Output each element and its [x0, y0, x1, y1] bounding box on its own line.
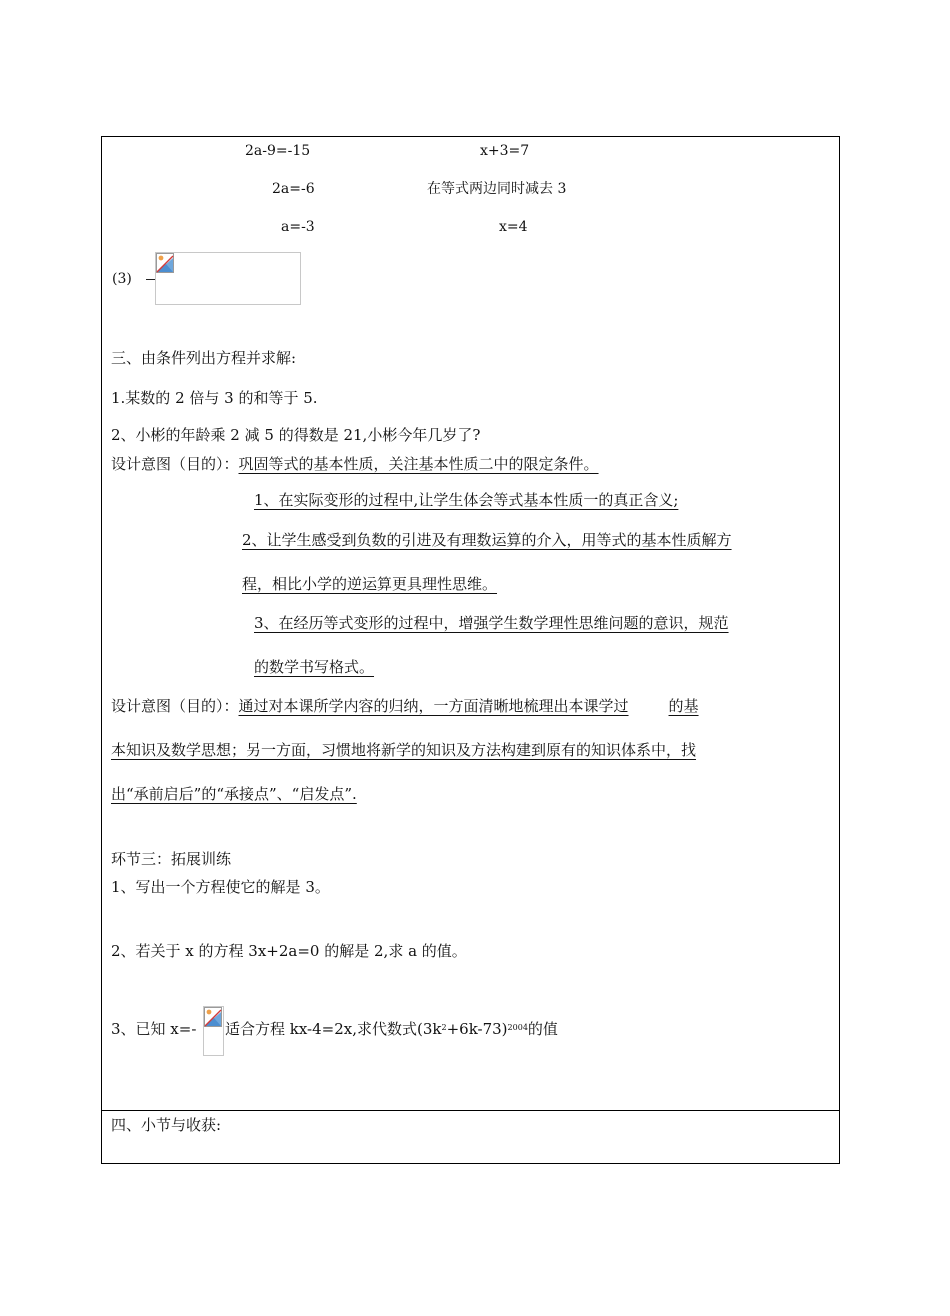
stage3-q3-text-b: 适合方程 kx-4=2x,求代数式(3k [225, 1020, 442, 1038]
design-intent-2-gap [629, 696, 669, 716]
work-col1-line3: a=-3 [281, 219, 315, 235]
design-intent-2-prefix: 设计意图（目的）： [111, 697, 239, 715]
stage3-q2: 2、若关于 x 的方程 3x+2a=0 的解是 2,求 a 的值。 [111, 942, 467, 960]
stage3-q3-exp-2: 2 [441, 1023, 447, 1032]
stage3-q3-exp-2004: 2004 [507, 1023, 528, 1032]
design-intent-1-point3-line2: 的数学书写格式。 [254, 658, 375, 676]
design-intent-1-point3-line1: 3、在经历等式变形的过程中，增强学生数学理性思维问题的意识，规范 [254, 614, 729, 632]
work-col1-line1: 2a-9=-15 [245, 143, 311, 159]
design-intent-2-line1 [111, 696, 699, 716]
design-intent-2-line3: 出“承前启后”的“承接点”、“启发点”. [111, 785, 357, 803]
design-intent-1-text: 巩固等式的基本性质，关注基本性质二中的限定条件。 [238, 455, 599, 473]
section3-title: 三、由条件列出方程并求解: [111, 349, 297, 367]
section3-q1: 1.某数的 2 倍与 3 的和等于 5. [111, 389, 318, 407]
work-col2-line1: x+3=7 [480, 143, 530, 159]
stage3-q3-rest [225, 1019, 558, 1039]
section3-q2: 2、小彬的年龄乘 2 减 5 的得数是 21,小彬今年几岁了? [111, 426, 481, 444]
work-col2-line2: 在等式两边同时减去 3 [427, 181, 567, 197]
design-intent-1 [111, 454, 599, 474]
design-intent-2-text-a: 通过对本课所学内容的归纳，一方面清晰地梳理出本课学过 [238, 697, 629, 715]
item3-label: (3) [112, 271, 132, 287]
broken-image-icon [156, 253, 174, 273]
design-intent-2-text-b: 的基 [668, 697, 699, 715]
work-col2-line3: x=4 [499, 219, 528, 235]
work-col1-line2: 2a=-6 [272, 181, 315, 197]
design-intent-1-point2-line2: 程，相比小学的逆运算更具理性思维。 [242, 575, 498, 593]
stage3-q3-start: 3、已知 x=- [111, 1020, 197, 1038]
stage3-q1: 1、写出一个方程使它的解是 3。 [111, 878, 330, 896]
stage3-q3-text-c: +6k-73) [446, 1020, 508, 1038]
minus-sign [146, 279, 155, 280]
design-intent-1-point1: 1、在实际变形的过程中,让学生体会等式基本性质一的真正含义; [254, 491, 679, 509]
design-intent-1-point2-line1: 2、让学生感受到负数的引进及有理数运算的介入，用等式的基本性质解方 [242, 531, 732, 549]
design-intent-2-line2: 本知识及数学思想；另一方面，习惯地将新学的知识及方法构建到原有的知识体系中，找 [111, 741, 697, 759]
stage3-title: 环节三：拓展训练 [111, 850, 232, 868]
section4-title: 四、小节与收获: [111, 1116, 222, 1134]
table-divider [102, 1110, 839, 1111]
formula-image-placeholder [155, 252, 301, 305]
design-intent-1-prefix: 设计意图（目的）： [111, 455, 239, 473]
stage3-q3-text-d: 的值 [527, 1020, 558, 1038]
broken-image-icon [204, 1007, 222, 1027]
